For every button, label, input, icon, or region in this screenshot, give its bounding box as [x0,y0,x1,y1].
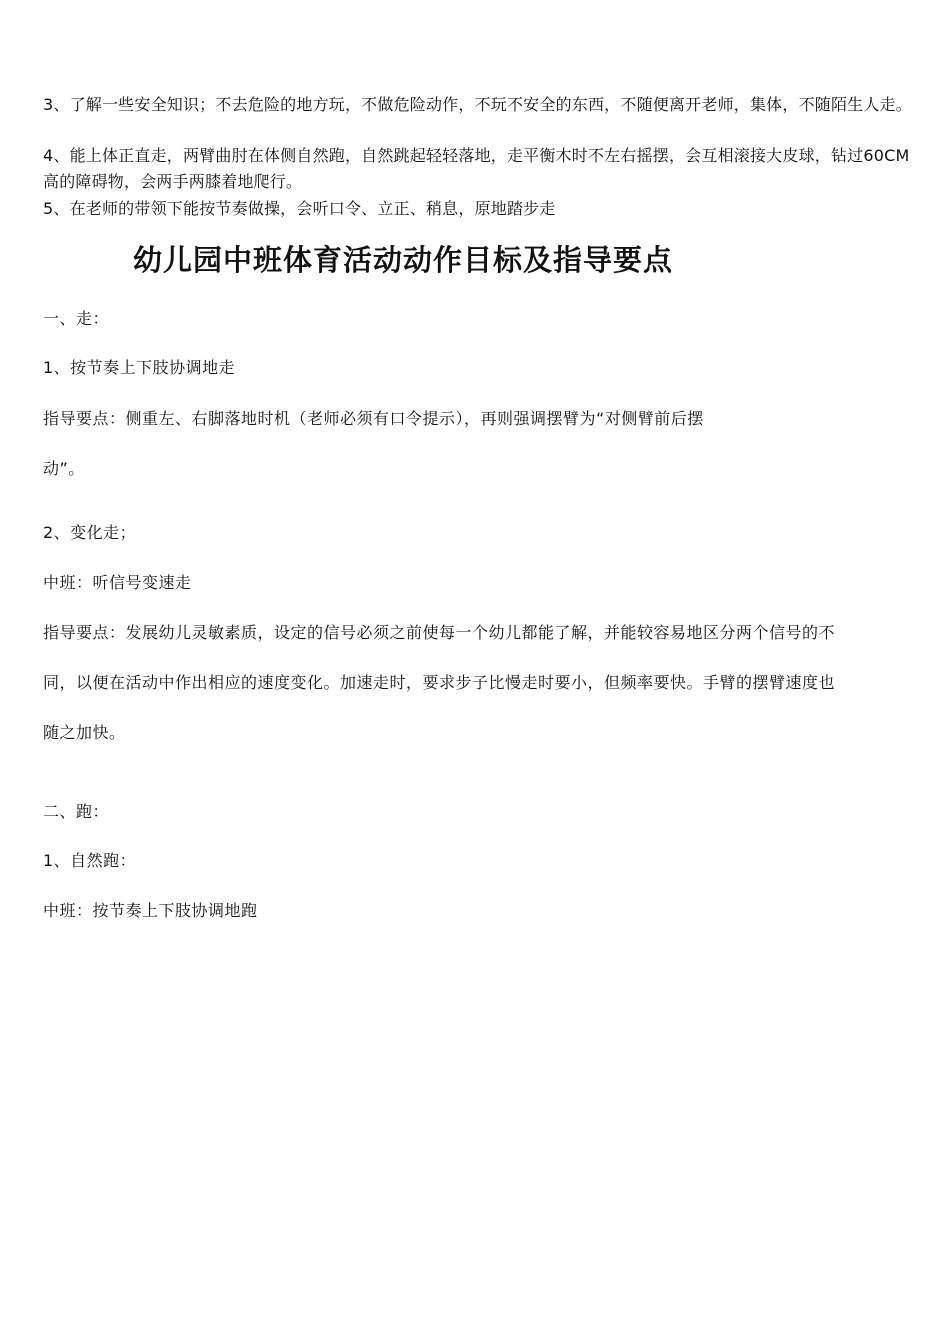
intro-item-5: 5、在老师的带领下能按节奏做操，会听口令、立正、稍息，原地踏步走 [43,199,556,218]
section-heading-run: 二、跑： [43,802,110,821]
walk-item-1-title: 1、按节奏上下肢协调地走 [43,358,236,377]
walk-item-1-guide-line-2: 动”。 [43,459,85,478]
walk-item-2-class: 中班：听信号变速走 [43,573,192,592]
run-item-1-class: 中班：按节奏上下肢协调地跑 [43,901,258,920]
walk-item-2-guide-line-3: 随之加快。 [43,723,126,742]
intro-item-3: 3、了解一些安全知识；不去危险的地方玩，不做危险动作，不玩不安全的东西，不随便离开老师，集体，不随陌生人走。 [43,95,912,114]
walk-item-2-title: 2、变化走； [43,523,137,542]
section-heading-walk: 一、走： [43,309,110,328]
walk-item-2-guide-line-2: 同，以便在活动中作出相应的速度变化。加速走时，要求步子比慢走时要小，但频率要快。手臂的摆臂速度也 [43,673,836,692]
document-title: 幼儿园中班体育活动动作目标及指导要点 [133,243,674,277]
run-item-1-title: 1、自然跑： [43,851,137,870]
walk-item-1-guide-line-1: 指导要点：侧重左、右脚落地时机（老师必须有口令提示），再则强调摆臂为“对侧臂前后摆 [43,409,704,428]
intro-item-4: 4、能上体正直走，两臂曲肘在体侧自然跑，自然跳起轻轻落地，走平衡木时不左右摇摆，会互相滚接大皮球，钻过60CM高的障碍物，会两手两膝着地爬行。 [43,146,910,191]
walk-item-2-guide-line-1: 指导要点：发展幼儿灵敏素质，设定的信号必须之前使每一个幼儿都能了解，并能较容易地区分两个信号的不 [43,623,836,642]
